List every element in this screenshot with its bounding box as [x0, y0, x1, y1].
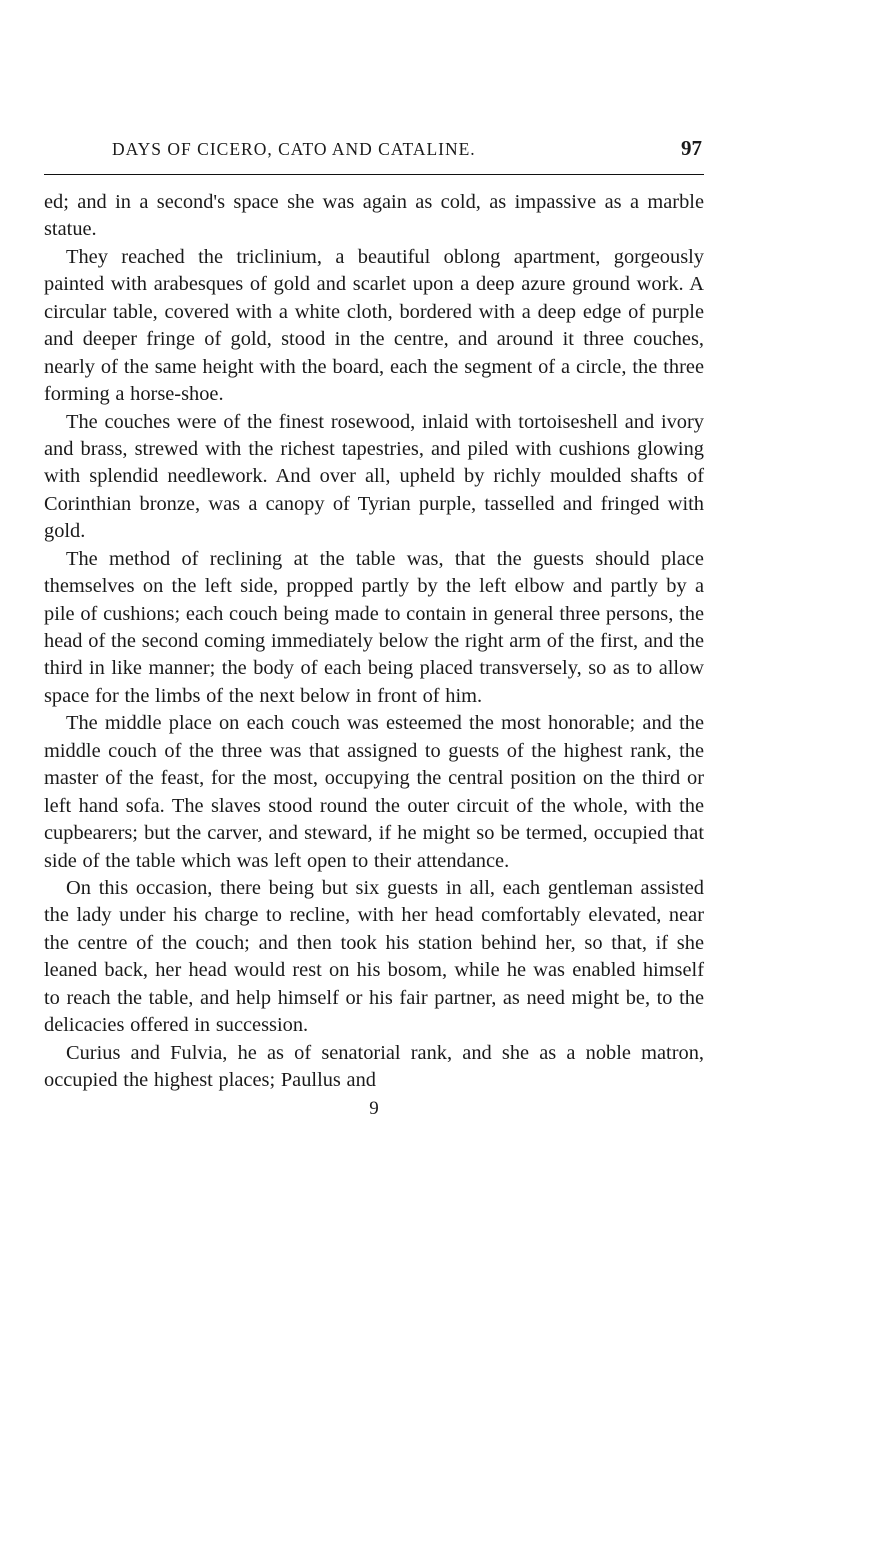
paragraph: The method of reclining at the table was, that the guests should place themselves on the left side, propped partly by the left elbow and partly by a pile of cushions; each couch being made to contain in general three persons, the head of the second coming immediately below the right arm of the first, and the third in like manner; the body of each being placed transversely, so as to allow space for the limbs of the next below in front of him.	[44, 547, 704, 707]
page-content	[44, 136, 704, 1120]
paragraph: The middle place on each couch was esteemed the most honorable; and the middle couch of the three was that assigned to guests of the highest rank, the master of the feast, for the most, occupying the central position on the third or left hand sofa. The slaves stood round the outer circuit of the whole, with the cupbearers; but the carver, and steward, if he might so be termed, occupied that side of the table which was left open to their attendance.	[44, 712, 704, 872]
paragraph: ed; and in a second's space she was again as cold, as impassive as a marble statue.	[44, 191, 704, 241]
paragraph: The couches were of the finest rosewood, inlaid with tortoiseshell and ivory and brass, strewed with the richest tapestries, and piled with cushions glowing with splendid needlework. And over all, upheld by richly moulded shafts of Corinthian bronze, was a canopy of Tyrian purple, tasselled and fringed with gold.	[44, 410, 704, 543]
paragraph: On this occasion, there being but six guests in all, each gentleman assisted the lady under his charge to recline, with her head comfortably elevated, near the centre of the couch; and then took his station behind her, so that, if she leaned back, her head would rest on his bosom, while he was enabled himself to reach the table, and help himself or his fair partner, as need might be, to the delicacies offered in succession.	[44, 876, 704, 1037]
paragraph: Curius and Fulvia, he as of senatorial rank, and she as a noble matron, occupied the highest places; Paullus and	[44, 1041, 704, 1091]
running-head	[44, 136, 704, 161]
running-title: DAYS OF CICERO, CATO AND CATALINE.	[112, 139, 476, 159]
header-rule	[44, 174, 704, 175]
page-number: 97	[681, 136, 702, 160]
body-text	[44, 189, 704, 1094]
paragraph: They reached the triclinium, a beautiful oblong apartment, gorgeously painted with arabesques of gold and scarlet upon a deep azure ground work. A circular table, covered with a white cloth, bordered with a deep edge of purple and deeper fringe of gold, stood in the centre, and around it three couches, nearly of the same height with the board, each the segment of a circle, the three forming a horse-shoe.	[44, 245, 704, 406]
signature-mark: 9	[369, 1098, 379, 1120]
